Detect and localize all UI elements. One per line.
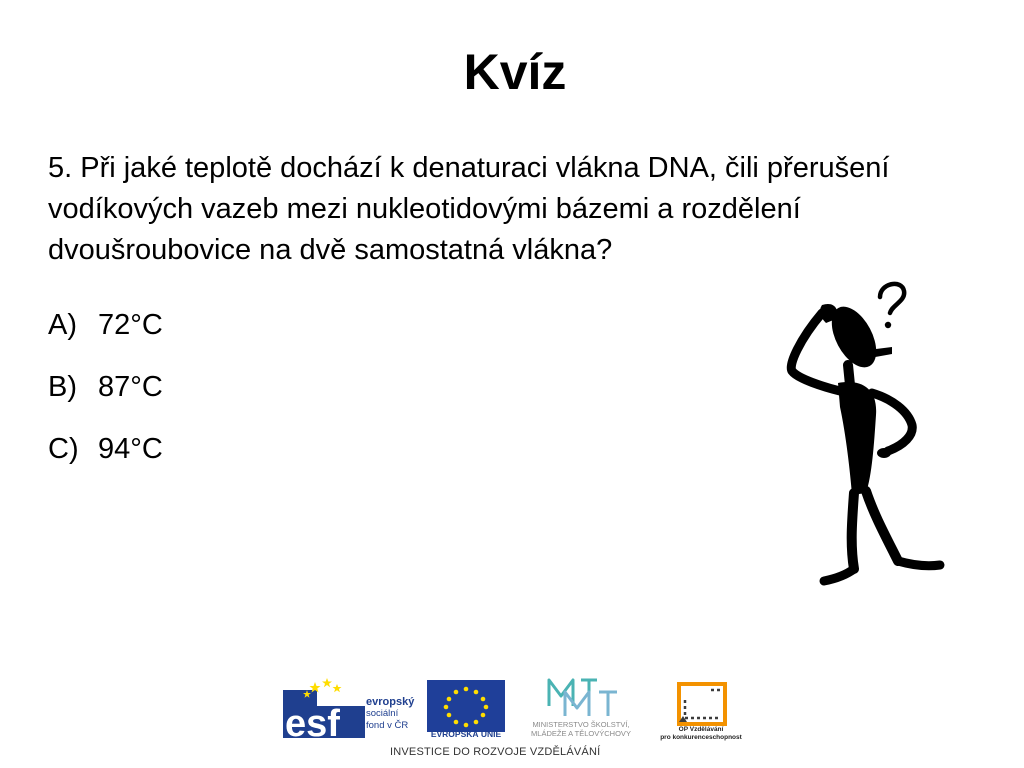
eu-flag [427,680,505,732]
quiz-question: 5. Při jaké teplotě dochází k denaturaci vlákna DNA, čili přerušení vodíkových vazeb mezi nukleotidovými bázemi a rozdělení dvoušroubovice na dvě samostatná vlákna? [48,152,890,266]
thinking-stick-figure-icon [780,275,960,605]
esf-logo-text: esf [285,703,340,745]
answer-text: 94°C [98,433,163,465]
answer-text: 87°C [98,371,163,403]
op-logo [679,684,725,724]
esf-line1: evropský [366,696,415,708]
footer-tagline: INVESTICE DO ROZVOJE VZDĚLÁVÁNÍ [390,746,601,758]
answer-text: 72°C [98,309,163,341]
slide-title: Kvíz [463,44,567,100]
answer-letter: C) [48,433,79,465]
answer-letter: A) [48,309,77,341]
answer-option-a [48,300,163,362]
esf-caption [366,696,414,732]
answer-option-b [48,362,163,424]
esf-logo [283,678,365,745]
answer-option-c [48,424,163,486]
esf-line2: sociální [366,708,399,719]
esf-line3: fond v ČR [366,720,409,731]
msmt-caption [508,720,654,738]
msmt-line2: MLÁDEŽE A TĚLOVÝCHOVY [531,729,631,738]
op-line1: OP Vzdělávání [678,726,724,733]
msmt-line1: MINISTERSTVO ŠKOLSTVÍ, [532,720,630,729]
answer-list [48,300,163,486]
answer-letter: B) [48,371,77,403]
op-caption [655,726,747,742]
eu-label: EVROPSKÁ UNIE [430,729,502,739]
msmt-logo [549,680,617,716]
op-line2: pro konkurenceschopnost [660,734,742,741]
